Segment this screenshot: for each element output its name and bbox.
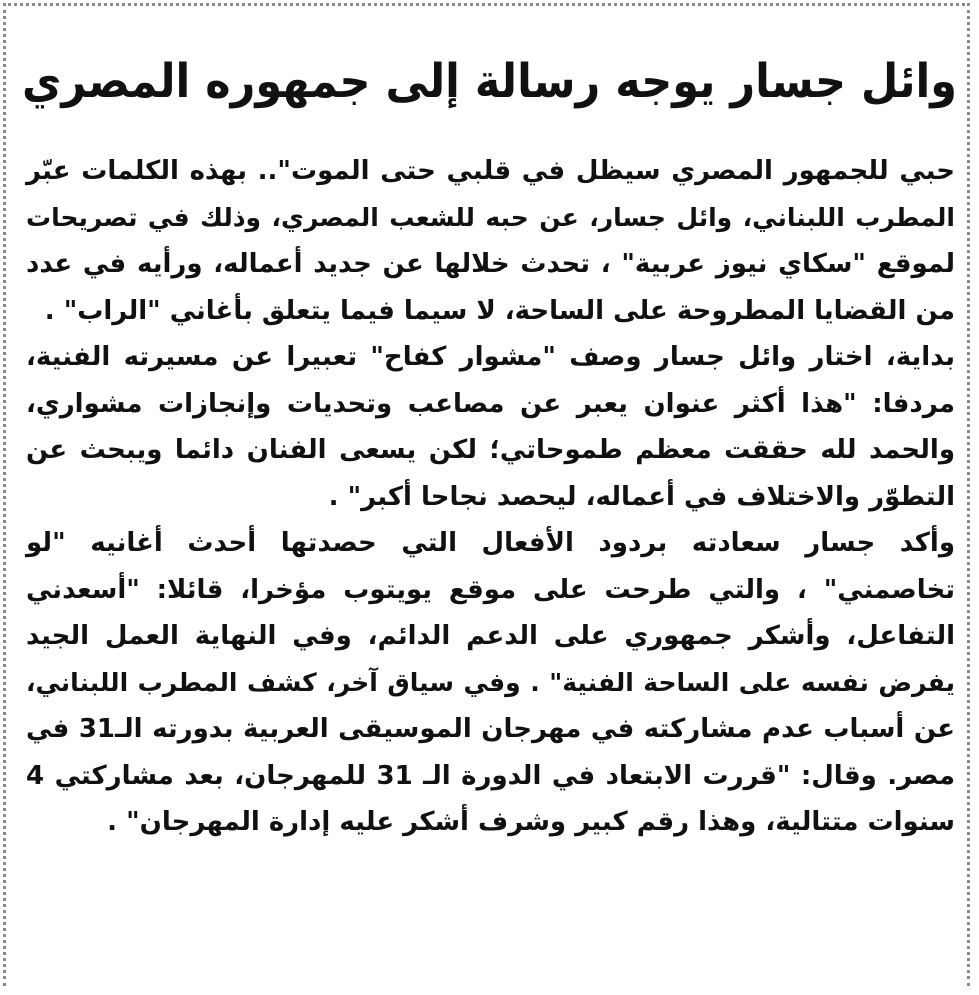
article-line: المطرب اللبناني، وائل جسار، عن حبه للشعب المصري، وذلك في تصريحات	[26, 202, 955, 232]
article-line: والحمد لله حققت معظم طموحاتي؛ لكن يسعى الفنان دائما ويبحث عن	[26, 435, 955, 465]
article-line: يفرض نفسه على الساحة الفنية" . وفي سياق آخر، كشف المطرب اللبناني،	[26, 667, 955, 697]
article-body	[26, 148, 955, 846]
article-line: مردفا: "هذا أكثر عنوان يعبر عن مصاعب وتحديات وإنجازات مشواري،	[26, 388, 955, 419]
article-line: سنوات متتالية، وهذا رقم كبير وشرف أشكر عليه إدارة المهرجان" .	[107, 807, 955, 837]
article-line: التفاعل، وأشكر جمهوري على الدعم الدائم، وفي النهاية العمل الجيد	[26, 621, 955, 651]
article-line: التطوّر والاختلاف في أعماله، ليحصد نجاحا أكبر" .	[328, 481, 955, 512]
article-line: مصر. وقال: "قررت الابتعاد في الدورة الـ 31 للمهرجان، بعد مشاركتي 4	[26, 760, 955, 791]
article-line: عن أسباب عدم مشاركته في مهرجان الموسيقى العربية بدورته الـ31 في	[26, 714, 955, 744]
article-line: تخاصمني" ، والتي طرحت على موقع يويتوب مؤخرا، قائلا: "أسعدني	[26, 574, 955, 605]
headline: وائل جسار يوجه رسالة إلى جمهوره المصري	[22, 55, 957, 109]
article-line: لموقع "سكاي نيوز عربية" ، تحدث خلالها عن جديد أعماله، ورأيه في عدد	[26, 249, 955, 279]
article-line: من القضايا المطروحة على الساحة، لا سيما فيما يتعلق بأغاني "الراب" .	[44, 295, 955, 326]
article-line: حبي للجمهور المصري سيظل في قلبي حتى الموت".. بهذه الكلمات عبّر	[26, 156, 955, 186]
article-line: وأكد جسار سعادته بردود الأفعال التي حصدتها أحدث أغانيه "لو	[26, 528, 955, 558]
article-line: بداية، اختار وائل جسار وصف "مشوار كفاح" تعبيرا عن مسيرته الفنية،	[26, 342, 955, 372]
